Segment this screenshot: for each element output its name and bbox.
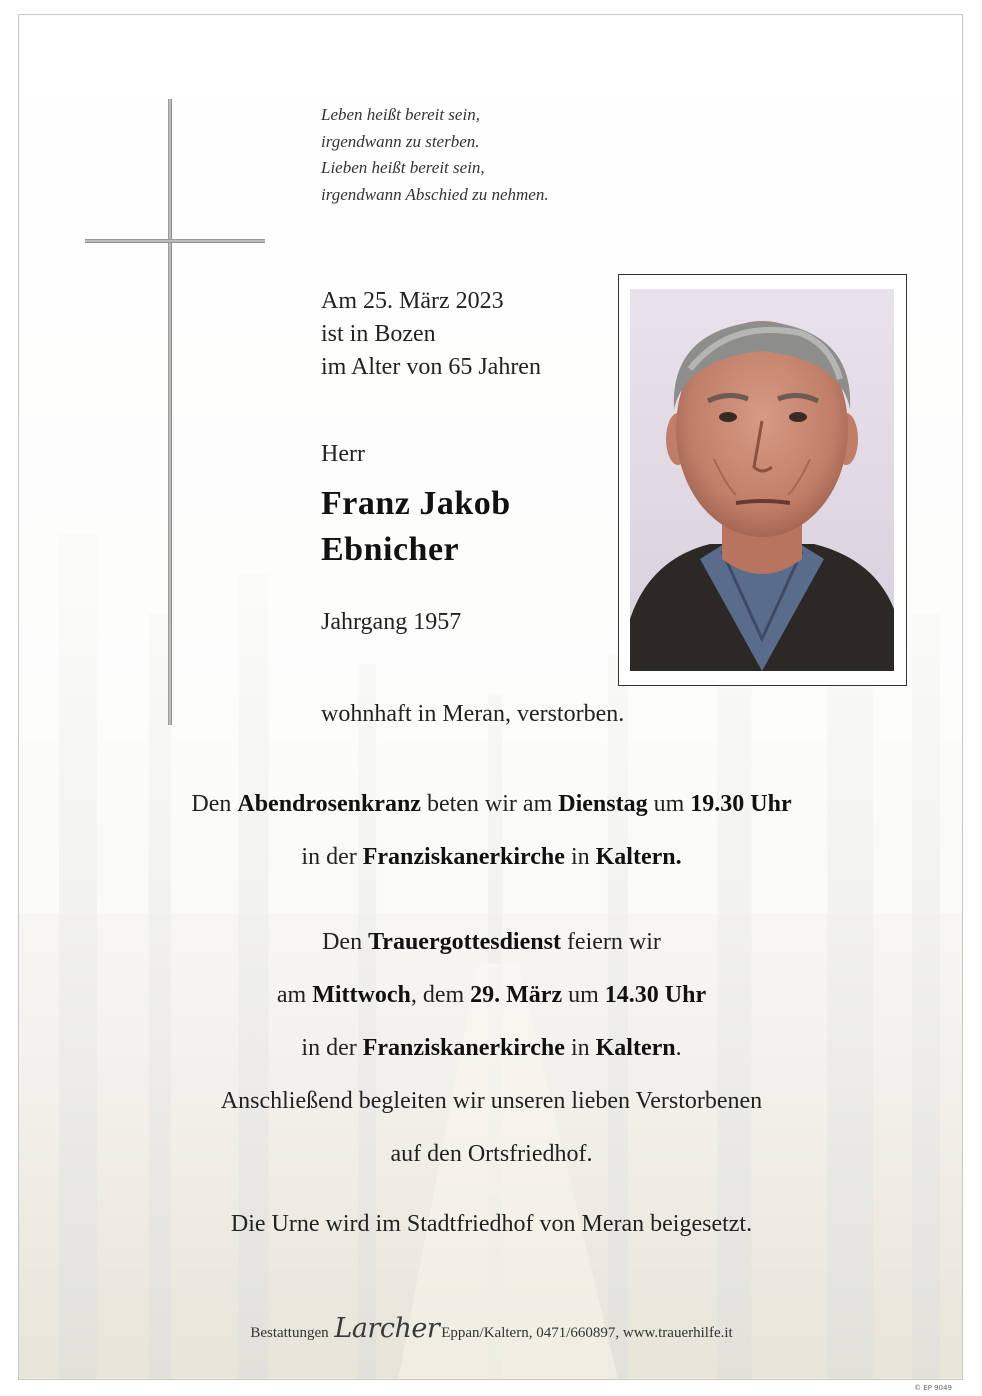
funeral-service-date: am Mittwoch, dem 29. März um 14.30 Uhr [276, 982, 707, 1008]
death-place: ist in Bozen [321, 321, 436, 347]
funeral-home-footer [19, 1313, 963, 1344]
rosary-notice [19, 791, 963, 818]
poem-line: Leben heißt bereit sein, [321, 105, 480, 124]
poem-line: irgendwann Abschied zu nehmen. [321, 184, 549, 204]
death-announcement [321, 285, 541, 384]
obituary-card [18, 14, 963, 1380]
funeral-home-logo: Larcher [334, 1313, 440, 1344]
poem-line: irgendwann zu sterben. [321, 131, 480, 151]
footer-prefix: Bestattungen [250, 1325, 329, 1341]
surname: Ebnicher [321, 531, 460, 568]
funeral-service-location: in der Franziskanerkirche in Kaltern. [301, 1035, 682, 1061]
birth-year: Jahrgang 1957 [321, 609, 462, 635]
forest-background [19, 15, 962, 1379]
cemetery-line: auf den Ortsfriedhof. [390, 1141, 593, 1167]
rosary-location: in der Franziskanerkirche in Kaltern. [301, 844, 682, 870]
rosary-line-1: Den Abendrosenkranz beten wir am Dienstag um 19.30 Uhr [191, 791, 792, 817]
poem-line: Lieben heißt bereit sein, [321, 158, 485, 177]
footer-contact: Eppan/Kaltern, 0471/660897, www.trauerhilfe.it [441, 1325, 733, 1341]
salutation: Herr [321, 441, 365, 467]
residence-line: wohnhaft in Meran, verstorben. [321, 701, 625, 727]
ep-number: © EP 9049 [914, 1384, 952, 1392]
funeral-service-line-1: Den Trauergottesdienst feiern wir [322, 929, 661, 955]
age-at-death: im Alter von 65 Jahren [321, 354, 541, 380]
memorial-poem [321, 102, 549, 208]
procession-line: Anschließend begleiten wir unseren lieben Verstorbenen [220, 1088, 763, 1114]
cross-vertical-bar [168, 99, 172, 725]
portrait-photo [630, 289, 894, 671]
portrait-photo-frame [618, 274, 907, 686]
first-names: Franz Jakob [321, 485, 511, 522]
cross-horizontal-bar [85, 239, 265, 243]
urn-note: Die Urne wird im Stadtfriedhof von Meran beigesetzt. [230, 1211, 753, 1237]
deceased-name [321, 481, 511, 573]
death-date: Am 25. März 2023 [321, 288, 504, 314]
